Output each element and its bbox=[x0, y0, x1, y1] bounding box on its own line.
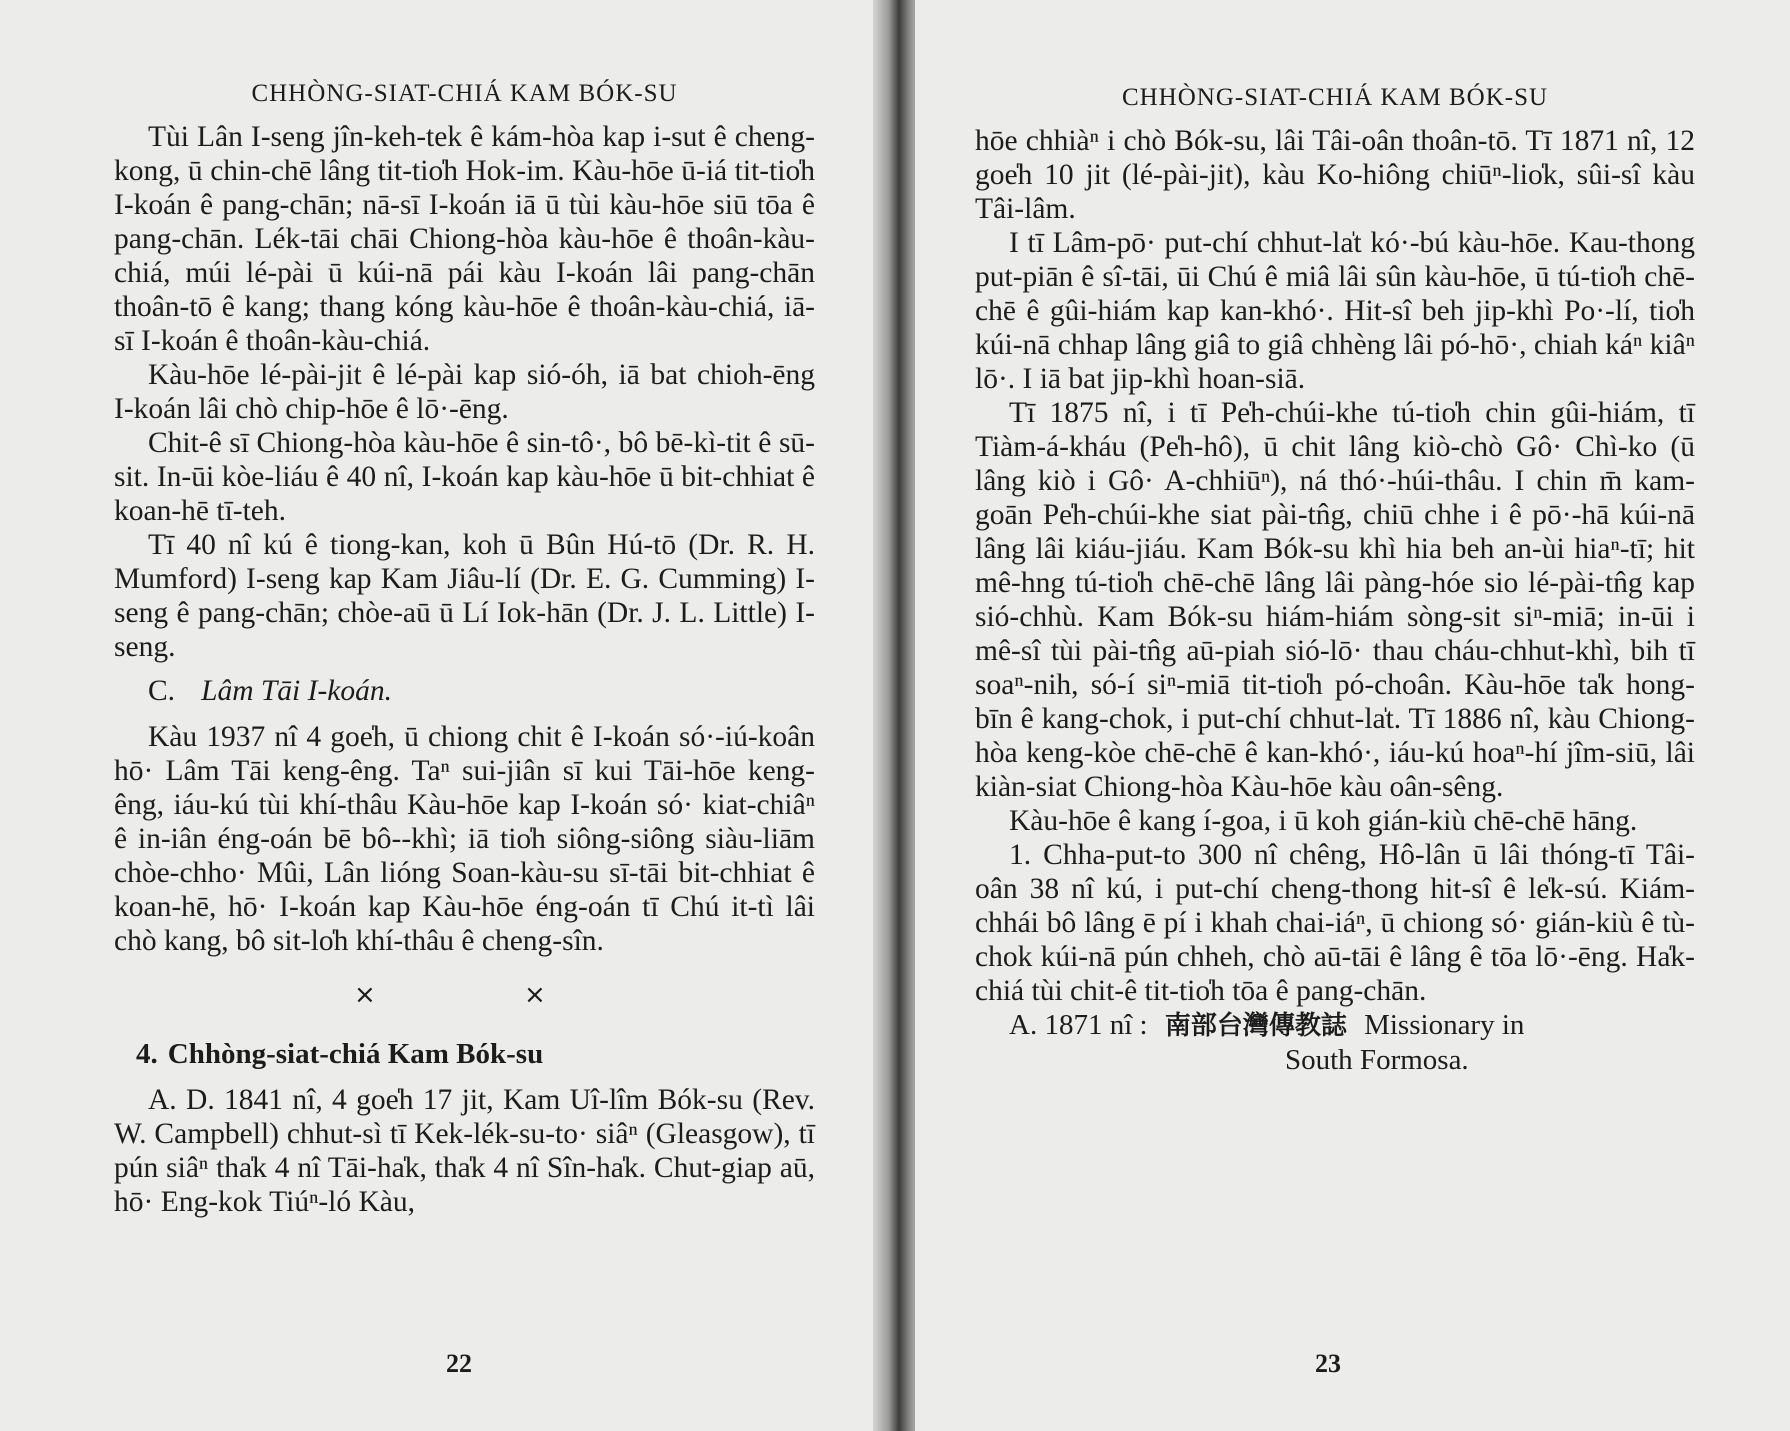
paragraph: Tī 40 nî kú ê tiong-kan, koh ū Bûn Hú-tō (Dr. R. H. Mumford) I-seng kap Kam Jiâu-lí (Dr. E. G. Cumming) I-seng ê pang-chān; chòe-aū ū Lí Iok-hān (Dr. J. L. Little) I-seng. bbox=[114, 529, 815, 663]
item-english-title-line2: South Formosa. bbox=[1285, 1044, 1469, 1076]
subsection-title: Lâm Tāi I-koán. bbox=[201, 675, 392, 707]
paragraph: Kàu-hōe ê kang í-goa, i ū koh gián-kiù chē-chē hāng. bbox=[1009, 805, 1638, 837]
paragraph: Chit-ê sī Chiong-hòa kàu-hōe ê sin-tô·, bô bē-kì-tit ê sū-sit. In-ūi kòe-liáu ê 40 nî, I-koán kap kàu-hōe ū bit-chhiat ê koan-hē tī-teh. bbox=[114, 427, 815, 527]
section-heading bbox=[136, 1038, 815, 1071]
paragraph: hōe chhiàⁿ i chò Bók-su, lâi Tâi-oân thoân-tō. Tī 1871 nî, 12 goe̍h 10 jit (lé-pài-jit), kàu Ko-hiông chiūⁿ-lio̍k, sûi-sî kàu Tâi-lâm. bbox=[975, 125, 1695, 225]
section-title: Chhòng-siat-chiá Kam Bók-su bbox=[167, 1038, 544, 1070]
running-header: CHHÒNG-SIAT-CHIÁ KAM BÓK-SU bbox=[1121, 84, 1549, 111]
item-label: A. bbox=[1009, 1009, 1038, 1041]
left-page bbox=[0, 0, 885, 1431]
right-page bbox=[915, 0, 1790, 1431]
page-number: 22 bbox=[446, 1349, 472, 1378]
page-number: 23 bbox=[1315, 1349, 1341, 1378]
paragraph: Kàu-hōe lé-pài-jit ê lé-pài kap sió-óh, iā bat chioh-ēng I-koán lâi chò chip-hōe ê lō·-ēng. bbox=[114, 359, 815, 425]
item-english-title-line1: Missionary in bbox=[1364, 1009, 1525, 1041]
section-divider-marks: × × bbox=[354, 980, 546, 1010]
subsection-letter: C. bbox=[148, 675, 176, 707]
paragraph: I tī Lâm-pō· put-chí chhut-la̍t kó·-bú kàu-hōe. Kau-thong put-piān ê sî-tāi, ūi Chú ê miâ lâi sûn kàu-hōe, ū tú-tio̍h chē-chē ê gûi-hiám kap kan-khó·. Hit-sî beh jip-khì Po·-lí, tio̍h kúi-nā chhap lâng giâ to giâ chhèng lâi pó-hō·, chiah káⁿ kiâⁿ lō·. I iā bat jip-khì hoan-siā. bbox=[975, 227, 1695, 395]
item-year: 1871 nî : bbox=[1044, 1009, 1148, 1041]
paragraph: A. D. 1841 nî, 4 goe̍h 17 jit, Kam Uî-lîm Bók-su (Rev. W. Campbell) chhut-sì tī Kek-lék-su-to· siâⁿ (Gleasgow), tī pún siâⁿ tha̍k 4 nî Tāi-ha̍k, tha̍k 4 nî Sîn-ha̍k. Chut-giap aū, hō· Eng-kok Tiúⁿ-ló Kàu, bbox=[114, 1084, 815, 1218]
running-header: CHHÒNG-SIAT-CHIÁ KAM BÓK-SU bbox=[251, 80, 678, 107]
item-chinese-title: 南部台灣傳教誌 bbox=[1164, 1011, 1347, 1041]
subsection-heading bbox=[148, 674, 815, 708]
paragraph: 1. Chha-put-to 300 nî chêng, Hô-lân ū lâi thóng-tī Tâi-oân 38 nî kú, i put-chí cheng-thong hit-sî ê le̍k-sú. Kiám-chhái bô lâng ē pí i khah chai-iáⁿ, ū chiong só· gián-kiù ê tù-chok kúi-nā pún chheh, chò aū-tāi ê lâng ê tōa lō·-ēng. Ha̍k-chiá tùi chit-ê tit-tio̍h tōa ê pang-chān. bbox=[975, 839, 1695, 1007]
paragraph: Kàu 1937 nî 4 goe̍h, ū chiong chit ê I-koán só·-iú-koân hō· Lâm Tāi keng-êng. Taⁿ sui-jiân sī kui Tāi-hōe keng-êng, iáu-kú tùi khí-thâu Kàu-hōe kap I-koán só· kiat-chiâⁿ ê in-iân éng-oán bē bô--khì; iā tio̍h siông-siông siàu-liām chòe-chho· Mûi, Lân lióng Soan-kàu-su sī-tāi bit-chhiat ê koan-hē, hō· I-koán kap Kàu-hōe éng-oán tī Chú it-tì lâi chò kang, bô sit-lo̍h khí-thâu ê cheng-sîn. bbox=[114, 721, 815, 957]
list-item bbox=[1009, 1008, 1695, 1077]
paragraph: Tùi Lân I-seng jîn-keh-tek ê kám-hòa kap i-sut ê cheng-kong, ū chin-chē lâng tit-tio̍h Hok-im. Kàu-hōe ū-iá tit-tio̍h I-koán ê pang-chān; nā-sī I-koán iā ū tùi kàu-hōe siū tōa ê pang-chān. Lék-tāi chāi Chiong-hòa kàu-hōe ê thoân-kàu-chiá, múi lé-pài ū kúi-nā pái kàu I-koán lâi pang-chān thoân-tō ê kang; thang kóng kàu-hōe ê thoân-kàu-chiá, iā-sī I-koán ê thoân-kàu-chiá. bbox=[114, 121, 815, 357]
paragraph: Tī 1875 nî, i tī Pe̍h-chúi-khe tú-tio̍h chin gûi-hiám, tī Tiàm-á-kháu (Pe̍h-hô), ū chit lâng kiò-chò Gô· Chì-ko (ū lâng kiò i Gô· A-chhiūⁿ), ná thó·-húi-thâu. I chin m̄ kam-goān Pe̍h-chúi-khe siat pài-tn̂g, chiū chhe i ê pō·-hā kúi-nā lâng lâi kiáu-jiáu. Kam Bók-su khì hia beh an-ùi hiaⁿ-tī; hit mê-hng tú-tio̍h chē-chē lâng lâi pàng-hóe sio lé-pài-tn̂g kap sió-chhù. Kam Bók-su hiám-hiám sòng-sit siⁿ-miā; in-ūi i mê-sî tùi pài-tn̂g aū-piah sió-lō· thau cháu-chhut-khì, bih tī soaⁿ-nih, só-í siⁿ-miā tit-tio̍h pó-choân. Kàu-hōe ta̍k hong-bīn ê kang-chok, i put-chí chhut-la̍t. Tī 1886 nî, kàu Chiong-hòa keng-kòe chē-chē ê kan-khó·, iáu-kú hoaⁿ-hí jîm-siū, lâi kiàn-siat Chiong-hòa Kàu-hōe kàu oân-sêng. bbox=[975, 397, 1695, 803]
section-number: 4. bbox=[136, 1038, 158, 1070]
